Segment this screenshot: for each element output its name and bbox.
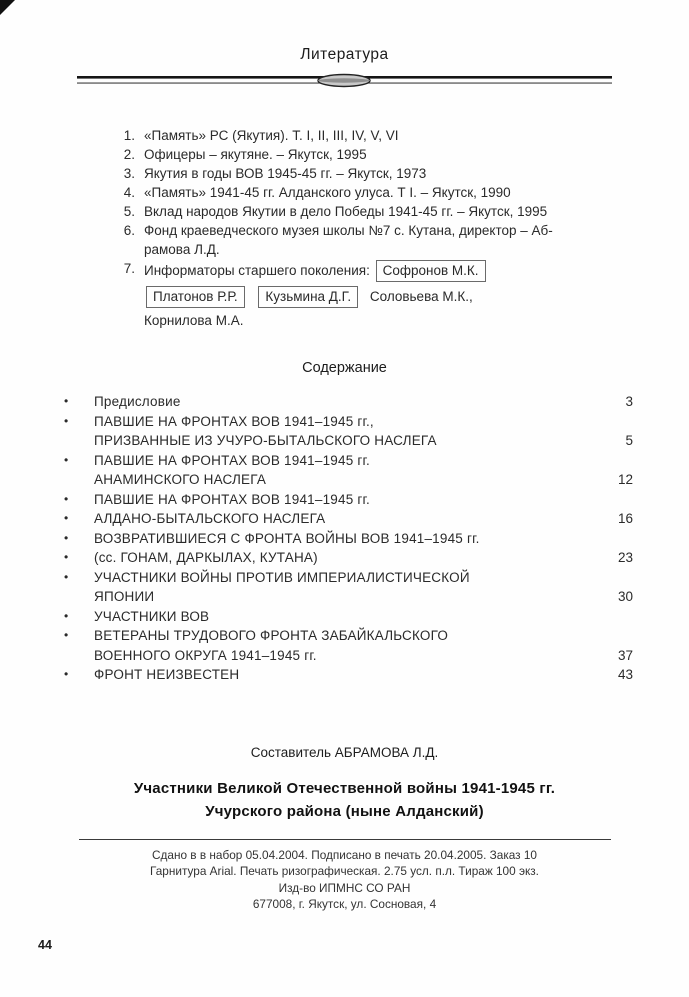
bullet-icon: • — [64, 452, 69, 467]
toc-entry-text: ФРОНТ НЕИЗВЕСТЕН — [94, 667, 240, 682]
toc-item-continuation — [58, 646, 633, 666]
reference-item — [113, 164, 629, 183]
reference-line: Фонд краеведческого музея школы №7 с. Кутана, директор – Аб- — [144, 223, 553, 238]
toc-entry-text: УЧАСТНИКИ ВОЙНЫ ПРОТИВ ИМПЕРИАЛИСТИЧЕСКОЙ — [94, 569, 470, 585]
imprint-line: Гарнитура Arial. Печать ризографическая. 2.75 усл. п.л. Тираж 100 экз. — [150, 864, 539, 878]
toc-item — [58, 548, 633, 568]
book-title-line1: Участники Великой Отечественной войны 1941-1945 гг. — [133, 779, 556, 797]
bullet-icon: • — [64, 569, 69, 584]
reference-number: 4. — [123, 185, 135, 200]
section-title-literature: Литература — [300, 46, 389, 63]
scan-corner-artifact — [0, 0, 15, 15]
toc-entry-text: УЧАСТНИКИ ВОВ — [94, 608, 210, 624]
toc-item — [58, 626, 633, 646]
informants-lead: Информаторы старшего поколения: — [144, 263, 370, 278]
toc-item — [58, 490, 633, 510]
reference-item — [113, 145, 629, 164]
toc-entry-text: ЯПОНИИ — [94, 589, 155, 604]
reference-line: рамова Л.Д. — [144, 242, 220, 257]
page-number: 44 — [38, 938, 52, 952]
compiler-line: Составитель АБРАМОВА Л.Д. — [250, 744, 439, 760]
toc-page-number: 5 — [625, 433, 633, 448]
reference-line — [144, 259, 629, 283]
toc-item — [58, 412, 633, 432]
toc-entry-text: АНАМИНСКОГО НАСЛЕГА — [94, 472, 267, 487]
informant-name-boxed: Платонов Р.Р. — [146, 286, 245, 308]
toc-page-number: 43 — [617, 667, 633, 682]
reference-line: Якутия в годы ВОВ 1945-45 гг. – Якутск, 1973 — [144, 166, 427, 181]
toc-page-number — [603, 490, 633, 510]
toc-page-number: 37 — [617, 647, 633, 663]
bullet-icon: • — [64, 530, 69, 545]
bullet-spacer — [58, 646, 94, 666]
toc-item-continuation — [58, 431, 633, 451]
reference-text — [144, 126, 629, 145]
divider-wrap — [0, 71, 689, 96]
reference-number: 1. — [123, 128, 135, 143]
toc-item — [58, 392, 633, 412]
toc-item — [58, 529, 633, 549]
toc-entry-text: ПАВШИЕ НА ФРОНТАХ ВОВ 1941–1945 гг. — [94, 491, 370, 507]
reference-line: Вклад народов Якутии в дело Победы 1941-45 гг. – Якутск, 1995 — [144, 204, 548, 219]
toc-item — [58, 665, 633, 685]
bullet-spacer — [58, 587, 94, 607]
toc-item — [58, 607, 633, 627]
bullet-spacer — [58, 470, 94, 490]
reference-line — [144, 285, 629, 309]
toc-page-number: 30 — [617, 589, 633, 604]
book-title-line2: Учурского района (ныне Алданский) — [205, 802, 484, 820]
reference-item — [113, 126, 629, 145]
reference-item — [113, 183, 629, 202]
reference-line — [144, 311, 629, 330]
table-of-contents — [0, 360, 689, 685]
toc-entry-text: ПРИЗВАННЫЕ ИЗ УЧУРО-БЫТАЛЬСКОГО НАСЛЕГА — [94, 433, 437, 448]
decorative-divider — [77, 71, 612, 91]
bullet-spacer — [58, 431, 94, 451]
toc-page-number — [603, 626, 633, 646]
reference-text — [144, 202, 629, 221]
toc-list — [58, 392, 633, 685]
toc-page-number — [603, 451, 633, 471]
imprint-divider — [79, 839, 611, 840]
toc-entry-text: ВОЕННОГО ОКРУГА 1941–1945 гг. — [94, 647, 317, 663]
reference-text — [144, 145, 629, 164]
toc-item-continuation — [58, 587, 633, 607]
reference-item — [113, 202, 629, 221]
reference-text — [144, 221, 629, 259]
toc-page-number — [603, 568, 633, 588]
reference-number: 6. — [123, 223, 135, 238]
toc-page-number — [603, 607, 633, 627]
reference-number: 5. — [123, 204, 135, 219]
toc-item — [58, 509, 633, 529]
toc-entry-text: АЛДАНО-БЫТАЛЬСКОГО НАСЛЕГА — [94, 511, 326, 526]
reference-item-informants — [113, 259, 629, 332]
toc-page-number: 3 — [625, 394, 633, 409]
informant-name: Корнилова М.А. — [144, 313, 244, 328]
reference-text — [144, 164, 629, 183]
toc-item — [58, 568, 633, 588]
imprint-block — [0, 847, 689, 913]
bullet-icon: • — [64, 413, 69, 428]
page-footer — [0, 745, 689, 913]
bullet-icon: • — [64, 608, 69, 623]
reference-line: «Память» РС (Якутия). Т. I, II, III, IV, V, VI — [144, 128, 399, 143]
contents-title: Содержание — [302, 360, 387, 376]
toc-entry-text: ВЕТЕРАНЫ ТРУДОВОГО ФРОНТА ЗАБАЙКАЛЬСКОГО — [94, 628, 449, 643]
informant-name-boxed: Кузьмина Д.Г. — [258, 286, 358, 308]
toc-entry-text: Предисловие — [94, 394, 181, 409]
toc-page-number — [603, 529, 633, 549]
informant-name: Соловьева М.К., — [369, 289, 473, 304]
bullet-icon: • — [64, 667, 69, 681]
bullet-icon: • — [64, 491, 69, 506]
bullet-icon: • — [64, 628, 69, 642]
toc-item-continuation — [58, 470, 633, 490]
bullet-icon: • — [64, 550, 69, 564]
reference-line: Офицеры – якутяне. – Якутск, 1995 — [144, 147, 367, 162]
page-header — [0, 0, 689, 96]
informant-name-boxed: Софронов М.К. — [376, 260, 486, 282]
toc-entry-text: (сс. ГОНАМ, ДАРКЫЛАХ, КУТАНА) — [94, 550, 318, 565]
reference-text — [144, 183, 629, 202]
reference-number: 3. — [123, 166, 135, 181]
bullet-icon: • — [64, 511, 69, 525]
references-list — [113, 126, 629, 332]
toc-page-number: 23 — [617, 550, 633, 565]
reference-number: 2. — [123, 147, 135, 162]
imprint-line: Сдано в в набор 05.04.2004. Подписано в печать 20.04.2005. Заказ 10 — [151, 847, 537, 862]
toc-page-number: 16 — [617, 511, 633, 526]
reference-item — [113, 221, 629, 259]
reference-line: «Память» 1941-45 гг. Алданского улуса. Т I. – Якутск, 1990 — [144, 185, 511, 200]
toc-item — [58, 451, 633, 471]
reference-text — [144, 259, 629, 332]
imprint-line: 677008, г. Якутск, ул. Сосновая, 4 — [252, 897, 437, 911]
toc-entry-text: ВОЗВРАТИВШИЕСЯ С ФРОНТА ВОЙНЫ ВОВ 1941–1945 гг. — [94, 530, 480, 546]
book-title — [0, 777, 689, 823]
toc-entry-text: ПАВШИЕ НА ФРОНТАХ ВОВ 1941–1945 гг. — [94, 452, 370, 468]
imprint-line: Изд-во ИПМНС СО РАН — [278, 880, 411, 895]
toc-entry-text: ПАВШИЕ НА ФРОНТАХ ВОВ 1941–1945 гг., — [94, 413, 374, 429]
bullet-icon: • — [64, 394, 69, 408]
reference-number: 7. — [123, 261, 135, 276]
toc-page-number: 12 — [617, 472, 633, 487]
toc-page-number — [603, 412, 633, 432]
